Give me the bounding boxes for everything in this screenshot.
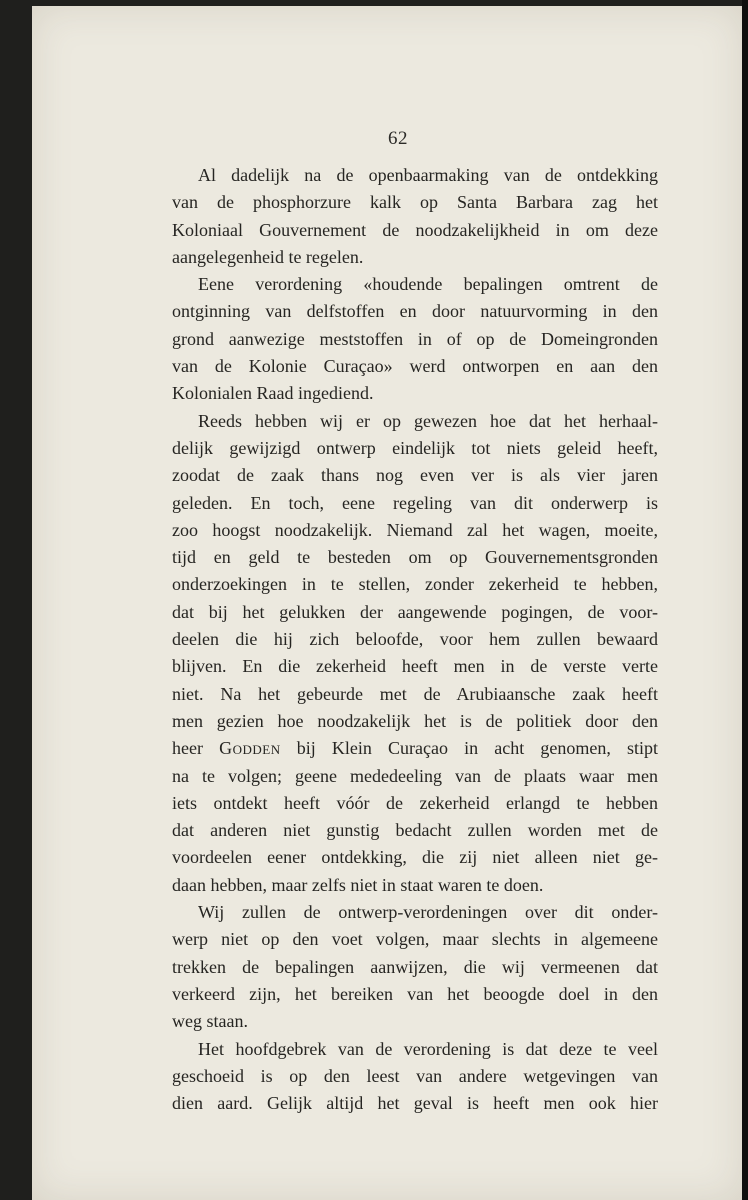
text-fragment: bij Klein Curaçao in acht genomen, stipt: [280, 738, 658, 759]
text-line: zoo hoogst noodzakelijk. Niemand zal het wagen, moeite,: [172, 519, 658, 540]
text-line: dat bij het gelukken der aangewende pogingen, de voor-: [172, 601, 658, 622]
text-line: men gezien hoe noodzakelijk het is de politiek door den: [172, 710, 658, 731]
page-number: 62: [388, 128, 408, 149]
text-line: weg staan.: [172, 1011, 248, 1032]
text-line: onderzoekingen in te stellen, zonder zekerheid te hebben,: [172, 574, 658, 595]
text-line: van de Kolonie Curaçao» werd ontworpen en aan den: [172, 356, 658, 377]
person-name: Godden: [219, 738, 281, 759]
text-line: trekken de bepalingen aanwijzen, die wij vermeenen dat: [172, 956, 658, 977]
text-fragment: heer: [172, 738, 220, 759]
text-line: delijk gewijzigd ontwerp eindelijk tot niets geleid heeft,: [172, 437, 658, 458]
text-line: geleden. En toch, eene regeling van dit onderwerp is: [172, 492, 658, 513]
text-line: dat anderen niet gunstig bedacht zullen worden met de: [172, 820, 658, 841]
text-line: Eene verordening «houdende bepalingen omtrent de: [198, 274, 658, 295]
text-line: tijd en geld te besteden om op Gouvernementsgronden: [172, 547, 658, 568]
text-line: daan hebben, maar zelfs niet in staat waren te doen.: [172, 874, 544, 895]
text-line: dien aard. Gelijk altijd het geval is heeft men ook hier: [172, 1093, 658, 1114]
text-line: niet. Na het gebeurde met de Arubiaansche zaak heeft: [172, 683, 658, 704]
text-line: voordeelen eener ontdekking, die zij niet alleen niet ge-: [172, 847, 658, 868]
text-line: blijven. En die zekerheid heeft men in de verste verte: [172, 656, 658, 677]
body-text: [172, 162, 658, 1117]
text-line: verkeerd zijn, het bereiken van het beoogde doel in den: [172, 983, 658, 1004]
text-line: aangelegenheid te regelen.: [172, 246, 364, 267]
text-line: [172, 735, 658, 762]
text-line: zoodat de zaak thans nog even ver is als vier jaren: [172, 465, 658, 486]
text-line: grond aanwezige meststoffen in of op de Domeingronden: [172, 328, 658, 349]
text-line: Al dadelijk na de openbaarmaking van de ontdekking: [198, 165, 658, 185]
text-line: Het hoofdgebrek van de verordening is dat deze te veel: [198, 1038, 658, 1059]
text-line: werp niet op den voet volgen, maar slechts in algemeene: [172, 929, 658, 950]
text-line: deelen die hij zich beloofde, voor hem zullen bewaard: [172, 629, 658, 650]
text-line: ontginning van delfstoffen en door natuurvorming in den: [172, 301, 658, 322]
text-line: Koloniaal Gouvernement de noodzakelijkheid in om deze: [172, 219, 658, 240]
text-line: Wij zullen de ontwerp-verordeningen over dit onder-: [198, 902, 658, 923]
text-line: geschoeid is op den leest van andere wetgevingen van: [172, 1065, 658, 1086]
text-line: Reeds hebben wij er op gewezen hoe dat het herhaal-: [198, 410, 658, 431]
text-line: Kolonialen Raad ingediend.: [172, 383, 374, 404]
page-edge: [742, 0, 748, 1200]
text-line: van de phosphorzure kalk op Santa Barbara zag het: [172, 192, 658, 213]
text-line: iets ontdekt heeft vóór de zekerheid erlangd te hebben: [172, 792, 658, 813]
text-line: na te volgen; geene mededeeling van de plaats waar men: [172, 765, 658, 786]
